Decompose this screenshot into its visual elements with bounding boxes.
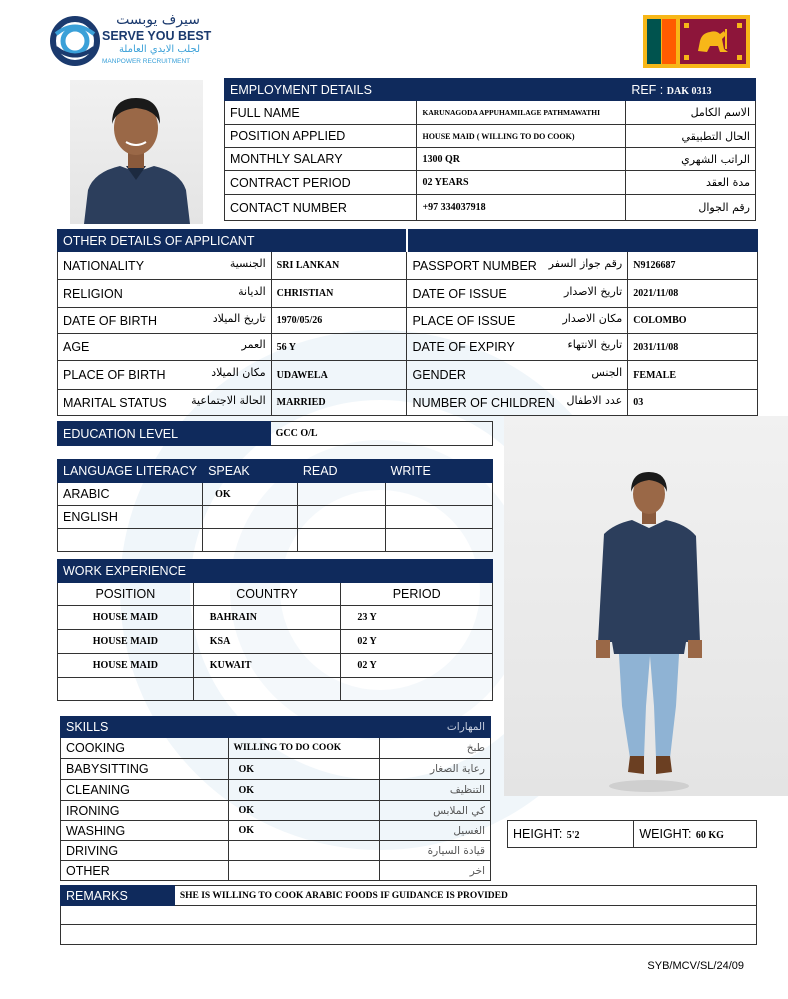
skill-babysitting-label: BABYSITTING bbox=[61, 759, 229, 780]
document-code: SYB/MCV/SL/24/09 bbox=[647, 960, 744, 972]
gender-label-cell: GENDER الجنس bbox=[407, 361, 628, 390]
date-of-issue-value: 2021/11/08 bbox=[628, 280, 758, 308]
other-details-header: OTHER DETAILS OF APPLICANT bbox=[58, 230, 407, 252]
remarks-empty-line bbox=[61, 906, 757, 925]
age-value: 56 Y bbox=[271, 334, 407, 361]
country-column-header: COUNTRY bbox=[193, 583, 341, 606]
monthly-salary-label: MONTHLY SALARY bbox=[225, 148, 417, 171]
nationality-value: SRI LANKAN bbox=[271, 252, 407, 280]
work-period: 02 Y bbox=[341, 630, 493, 654]
full-name-value: KARUNAGODA APPUHAMILAGE PATHMAWATHI bbox=[417, 101, 626, 125]
date-of-expiry-value: 2031/11/08 bbox=[628, 334, 758, 361]
company-logo-icon bbox=[50, 14, 100, 68]
skill-ironing-value: OK bbox=[228, 801, 380, 821]
work-empty-cell bbox=[58, 678, 194, 701]
religion-value: CHRISTIAN bbox=[271, 280, 407, 308]
company-arabic-tagline: لجلب الايدي العاملة bbox=[118, 44, 200, 55]
skill-driving-label: DRIVING bbox=[61, 841, 229, 861]
skill-other-ar: اخر bbox=[380, 861, 491, 881]
position-applied-value: HOUSE MAID ( WILLING TO DO COOK) bbox=[417, 125, 626, 148]
employment-details-table bbox=[224, 78, 756, 221]
skill-cooking-ar: طبخ bbox=[380, 738, 491, 759]
education-level-table bbox=[57, 421, 493, 446]
gender-value: FEMALE bbox=[628, 361, 758, 390]
height-cell: HEIGHT: 5'2 bbox=[508, 821, 634, 848]
english-write-value bbox=[385, 506, 492, 529]
read-header: READ bbox=[297, 460, 385, 483]
marital-status-value: MARRIED bbox=[271, 390, 407, 416]
education-level-label: EDUCATION LEVEL bbox=[58, 422, 271, 446]
company-english-name: SERVE YOU BEST bbox=[102, 29, 212, 43]
work-period: 02 Y bbox=[341, 654, 493, 678]
contact-number-value: +97 334037918 bbox=[417, 195, 626, 221]
remarks-empty-line bbox=[61, 925, 757, 945]
language-literacy-table bbox=[57, 459, 493, 552]
company-arabic-name: سيرف يوبست bbox=[116, 12, 200, 28]
applicant-full-body-icon bbox=[504, 416, 788, 796]
work-experience-header: WORK EXPERIENCE bbox=[58, 560, 493, 583]
date-of-birth-value: 1970/05/26 bbox=[271, 308, 407, 334]
contract-period-ar: مدة العقد bbox=[626, 171, 756, 195]
skill-washing-value: OK bbox=[228, 821, 380, 841]
work-country: BAHRAIN bbox=[193, 606, 341, 630]
education-level-value: GCC O/L bbox=[270, 422, 492, 446]
skill-washing-ar: الغسيل bbox=[380, 821, 491, 841]
passport-number-value: N9126687 bbox=[628, 252, 758, 280]
passport-number-label-cell: PASSPORT NUMBER رقم جواز السفر bbox=[407, 252, 628, 280]
work-position: HOUSE MAID bbox=[58, 654, 194, 678]
skill-ironing-label: IRONING bbox=[61, 801, 229, 821]
language-arabic-label: ARABIC bbox=[58, 483, 203, 506]
place-of-birth-label-cell: PLACE OF BIRTH مكان الميلاد bbox=[58, 361, 272, 390]
contract-period-label: CONTRACT PERIOD bbox=[225, 171, 417, 195]
skill-washing-label: WASHING bbox=[61, 821, 229, 841]
company-tagline: MANPOWER RECRUITMENT bbox=[102, 58, 191, 65]
work-period: 23 Y bbox=[341, 606, 493, 630]
skill-ironing-ar: كي الملابس bbox=[380, 801, 491, 821]
applicant-full-body-photo bbox=[504, 416, 788, 796]
number-of-children-label-cell: NUMBER OF CHILDREN عدد الاطفال bbox=[407, 390, 628, 416]
date-of-issue-label-cell: DATE OF ISSUE تاريخ الاصدار bbox=[407, 280, 628, 308]
nationality-label-cell: NATIONALITY الجنسية bbox=[58, 252, 272, 280]
employment-details-header: EMPLOYMENT DETAILS bbox=[225, 79, 626, 101]
remarks-table bbox=[60, 885, 757, 945]
arabic-read-value bbox=[297, 483, 385, 506]
marital-status-label-cell: MARITAL STATUS الحالة الاجتماعية bbox=[58, 390, 272, 416]
height-weight-table bbox=[507, 820, 757, 848]
skill-driving-value bbox=[228, 841, 380, 861]
ref-cell: REF : DAK 0313 bbox=[626, 79, 756, 101]
skill-babysitting-value: OK bbox=[228, 759, 380, 780]
language-empty-cell bbox=[297, 529, 385, 552]
work-experience-table bbox=[57, 559, 493, 701]
work-position: HOUSE MAID bbox=[58, 630, 194, 654]
contact-number-ar: رقم الجوال bbox=[626, 195, 756, 221]
sri-lanka-flag bbox=[643, 15, 750, 68]
skills-header-ar: المهارات bbox=[380, 717, 491, 738]
other-details-table bbox=[57, 229, 758, 416]
weight-cell: WEIGHT: 60 KG bbox=[634, 821, 757, 848]
period-column-header: PERIOD bbox=[341, 583, 493, 606]
full-name-label: FULL NAME bbox=[225, 101, 417, 125]
remarks-value: SHE IS WILLING TO COOK ARABIC FOODS IF GUIDANCE IS PROVIDED bbox=[174, 886, 756, 906]
skill-other-label: OTHER bbox=[61, 861, 229, 881]
religion-label-cell: RELIGION الديانة bbox=[58, 280, 272, 308]
skill-other-value bbox=[228, 861, 380, 881]
age-label-cell: AGE العمر bbox=[58, 334, 272, 361]
write-header: WRITE bbox=[385, 460, 492, 483]
remarks-label: REMARKS bbox=[61, 886, 175, 906]
skill-babysitting-ar: رعاية الصغار bbox=[380, 759, 491, 780]
skill-cooking-value: WILLING TO DO COOK bbox=[228, 738, 380, 759]
position-applied-ar: الحال التطبيقي bbox=[626, 125, 756, 148]
work-empty-cell bbox=[341, 678, 493, 701]
english-read-value bbox=[297, 506, 385, 529]
place-of-issue-value: COLOMBO bbox=[628, 308, 758, 334]
position-applied-label: POSITION APPLIED bbox=[225, 125, 417, 148]
number-of-children-value: 03 bbox=[628, 390, 758, 416]
contact-number-label: CONTACT NUMBER bbox=[225, 195, 417, 221]
work-empty-cell bbox=[193, 678, 341, 701]
work-position: HOUSE MAID bbox=[58, 606, 194, 630]
weight-value: 60 KG bbox=[695, 830, 724, 841]
arabic-speak-value: OK bbox=[203, 483, 298, 506]
speak-header: SPEAK bbox=[203, 460, 298, 483]
monthly-salary-ar: الراتب الشهري bbox=[626, 148, 756, 171]
place-of-issue-label-cell: PLACE OF ISSUE مكان الاصدار bbox=[407, 308, 628, 334]
monthly-salary-value: 1300 QR bbox=[417, 148, 626, 171]
work-country: KSA bbox=[193, 630, 341, 654]
applicant-headshot-photo bbox=[70, 80, 203, 224]
lion-emblem-icon bbox=[680, 19, 746, 64]
skill-cleaning-ar: التنظيف bbox=[380, 780, 491, 801]
work-country: KUWAIT bbox=[193, 654, 341, 678]
language-empty-cell bbox=[58, 529, 203, 552]
date-of-birth-label-cell: DATE OF BIRTH تاريخ الميلاد bbox=[58, 308, 272, 334]
language-literacy-header: LANGUAGE LITERACY bbox=[58, 460, 203, 483]
english-speak-value bbox=[203, 506, 298, 529]
place-of-birth-value: UDAWELA bbox=[271, 361, 407, 390]
arabic-write-value bbox=[385, 483, 492, 506]
skill-cooking-label: COOKING bbox=[61, 738, 229, 759]
date-of-expiry-label-cell: DATE OF EXPIRY تاريخ الانتهاء bbox=[407, 334, 628, 361]
skill-cleaning-label: CLEANING bbox=[61, 780, 229, 801]
position-column-header: POSITION bbox=[58, 583, 194, 606]
contract-period-value: 02 YEARS bbox=[417, 171, 626, 195]
language-english-label: ENGLISH bbox=[58, 506, 203, 529]
skills-table bbox=[60, 716, 491, 881]
height-value: 5'2 bbox=[566, 830, 580, 841]
skills-header: SKILLS bbox=[61, 717, 380, 738]
language-empty-cell bbox=[203, 529, 298, 552]
skill-cleaning-value: OK bbox=[228, 780, 380, 801]
skill-driving-ar: قيادة السيارة bbox=[380, 841, 491, 861]
full-name-ar: الاسم الكامل bbox=[626, 101, 756, 125]
language-empty-cell bbox=[385, 529, 492, 552]
applicant-headshot-icon bbox=[70, 80, 203, 224]
company-logo bbox=[50, 12, 210, 70]
